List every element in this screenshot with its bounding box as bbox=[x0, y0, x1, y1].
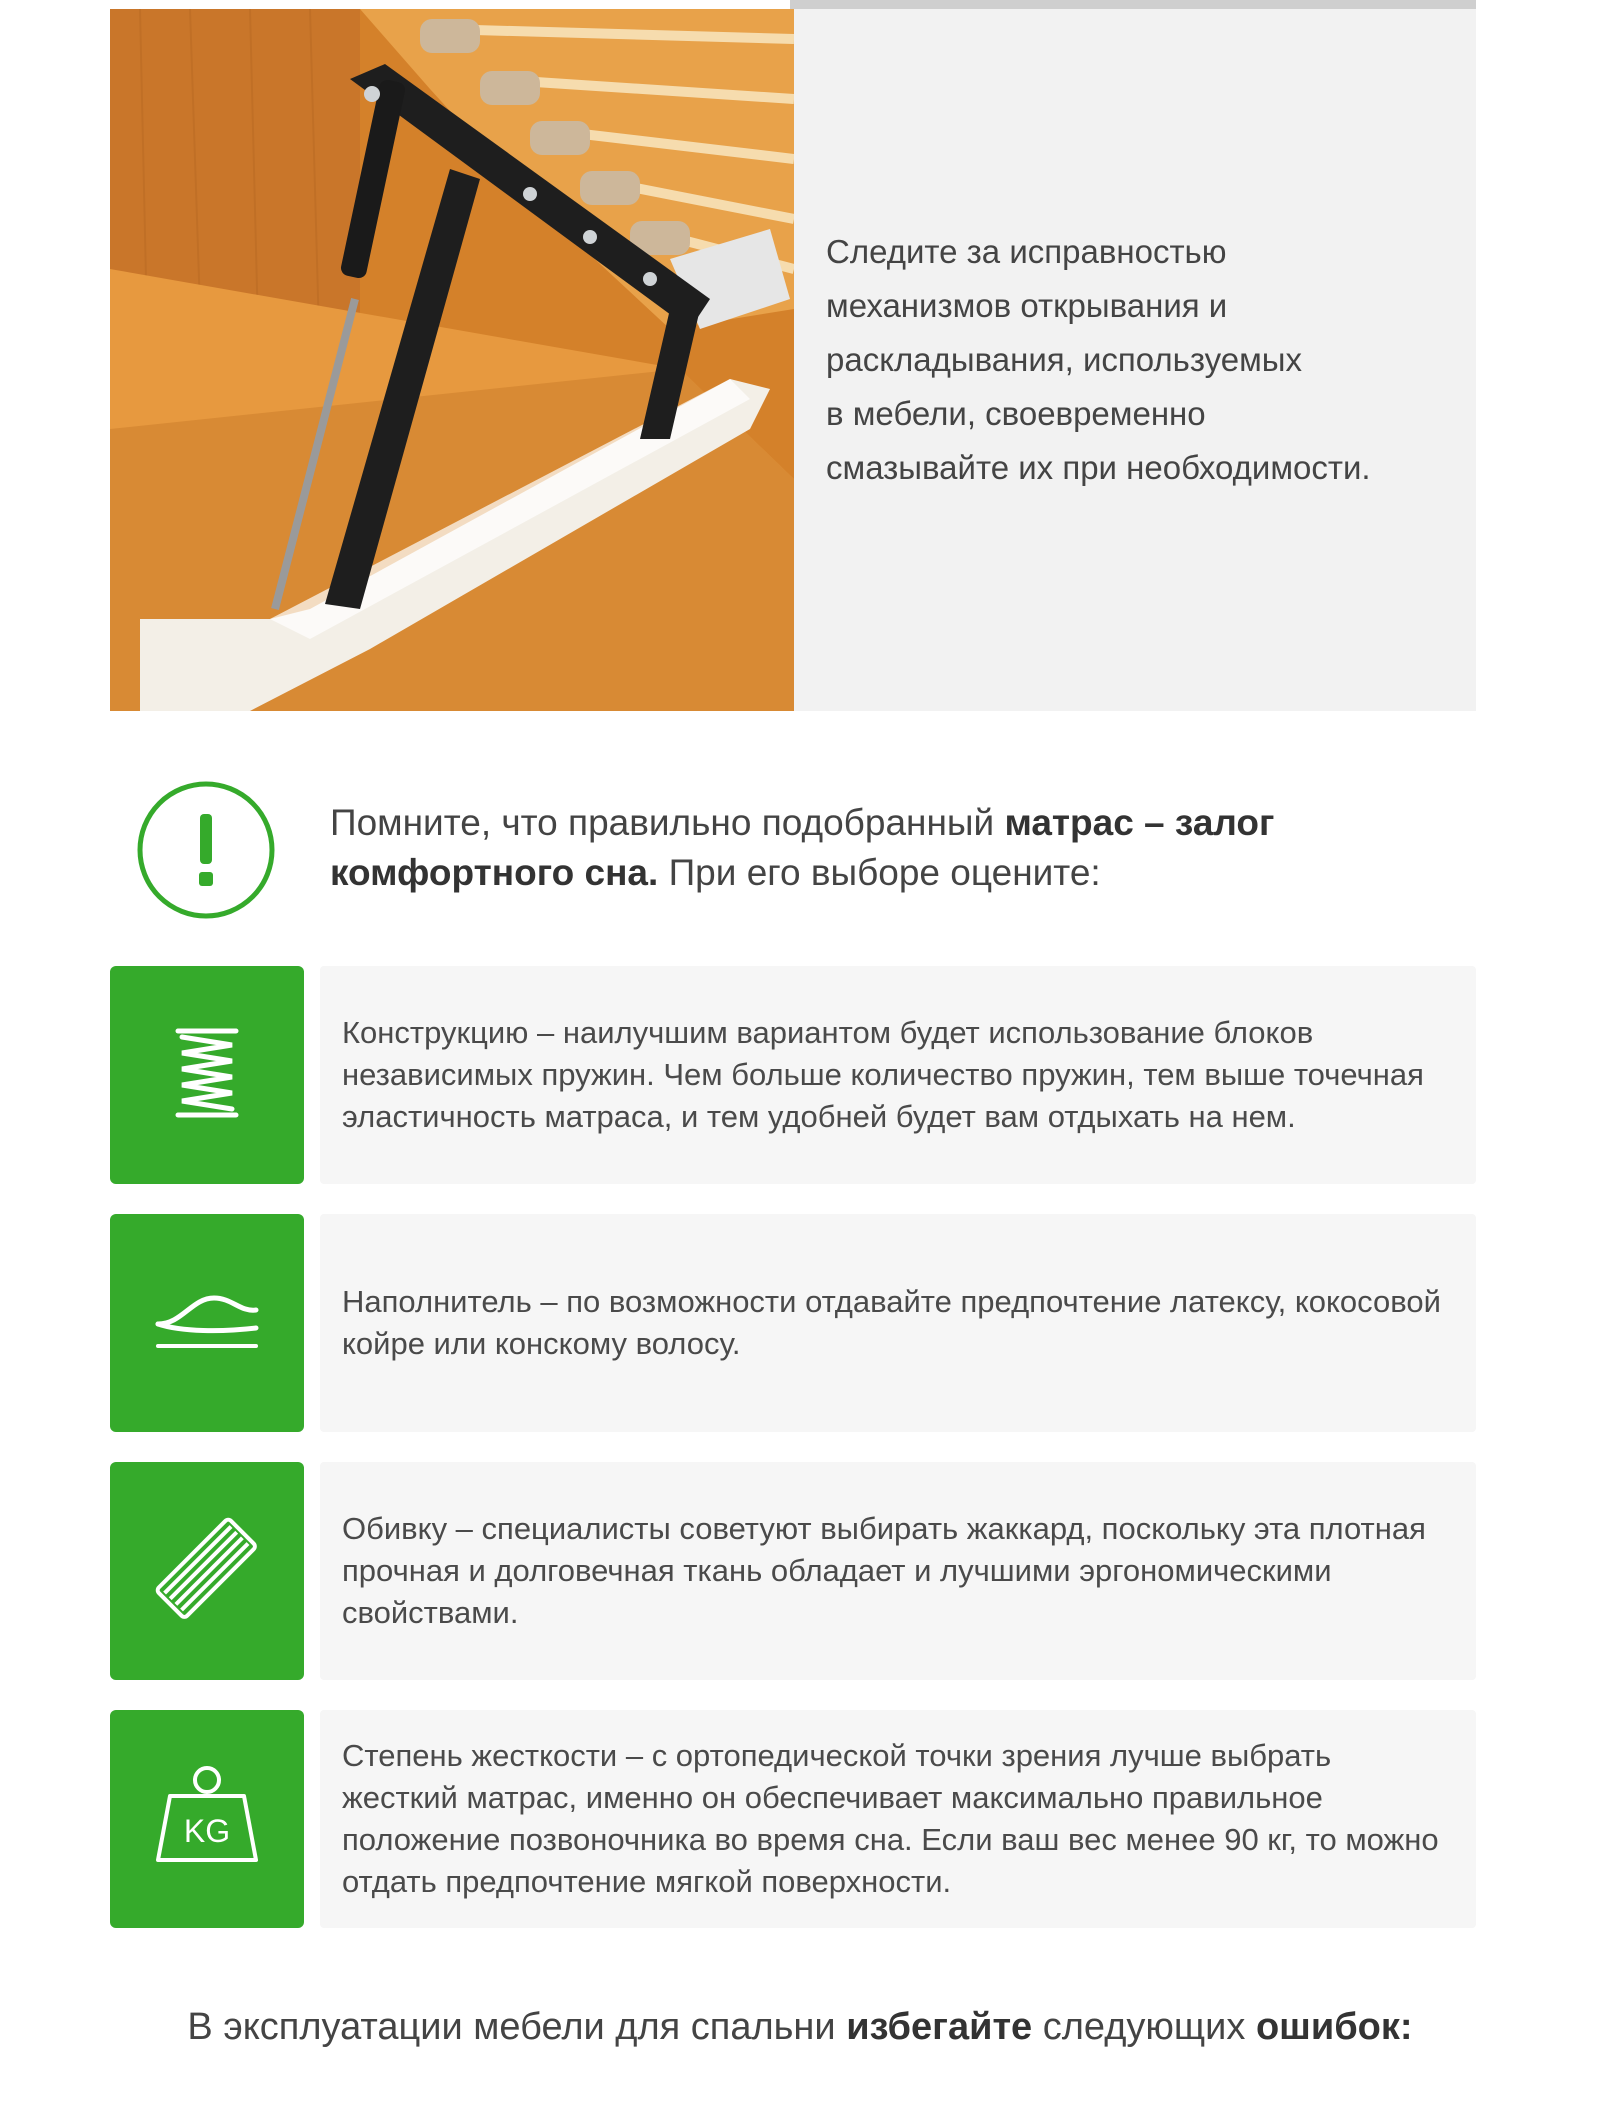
fabric-icon bbox=[152, 1514, 262, 1629]
feature-card bbox=[320, 1710, 1476, 1928]
mattress-intro bbox=[136, 780, 1476, 920]
feature-filler bbox=[110, 1214, 1476, 1432]
intro-text-part2: При его выборе оцените: bbox=[658, 852, 1101, 893]
feature-card bbox=[320, 966, 1476, 1184]
feature-tile bbox=[110, 1214, 304, 1432]
hero-text-panel bbox=[794, 9, 1476, 711]
feature-card bbox=[320, 1214, 1476, 1432]
feature-tile bbox=[110, 1462, 304, 1680]
exclamation-icon bbox=[136, 780, 276, 920]
intro-text-part1: Помните, что правильно подобранный bbox=[330, 802, 1005, 843]
spring-icon bbox=[172, 1025, 242, 1126]
feature-tile bbox=[110, 966, 304, 1184]
mistakes-heading-bold2: ошибок: bbox=[1255, 2006, 1413, 2048]
intro-text bbox=[330, 798, 1410, 898]
intro-text-bold: матрас – залог комфортного сна. bbox=[330, 802, 1275, 893]
feature-card bbox=[320, 1462, 1476, 1680]
feature-construction bbox=[110, 966, 1476, 1184]
bed-lift-mechanism-photo bbox=[110, 9, 794, 711]
feature-upholstery bbox=[110, 1462, 1476, 1680]
feature-text: Степень жесткости – с ортопедической точки зрения лучше выбрать жесткий матрас, именно он обеспечивает максимально правильное положение позвоночника во время сна. Если ваш вес менее 90 кг, то можно отдать предпочтение мягкой поверхности. bbox=[342, 1738, 1439, 1899]
kg-weight-icon bbox=[152, 1762, 262, 1877]
mistakes-heading bbox=[0, 2002, 1600, 2052]
feature-tile bbox=[110, 1710, 304, 1928]
hero-section bbox=[110, 9, 1476, 711]
wave-icon bbox=[152, 1286, 262, 1361]
mistakes-heading-part2: следующих bbox=[1032, 2006, 1256, 2048]
feature-firmness bbox=[110, 1710, 1476, 1928]
top-strip bbox=[790, 0, 1476, 9]
mistakes-heading-bold1: избегайте bbox=[846, 2006, 1033, 2048]
feature-text: Конструкцию – наилучшим вариантом будет использование блоков независимых пружин. Чем больше количество пружин, тем выше точечная эластичность матраса, и тем удобней будет вам отдыхать на нем. bbox=[342, 1015, 1424, 1134]
mistakes-heading-part1: В эксплуатации мебели для спальни bbox=[187, 2006, 847, 2048]
feature-text: Наполнитель – по возможности отдавайте предпочтение латексу, кокосовой койре или конскому волосу. bbox=[342, 1284, 1441, 1361]
feature-text: Обивку – специалисты советуют выбирать жаккард, поскольку эта плотная прочная и долговечная ткань обладает и лучшими эргономическими свойствами. bbox=[342, 1511, 1426, 1630]
kg-icon-label: KG bbox=[183, 1812, 231, 1849]
hero-tip-text: Следите за исправностью механизмов открывания и раскладывания, используемых в мебели, своевременно смазывайте их при необходимости. bbox=[826, 233, 1371, 486]
